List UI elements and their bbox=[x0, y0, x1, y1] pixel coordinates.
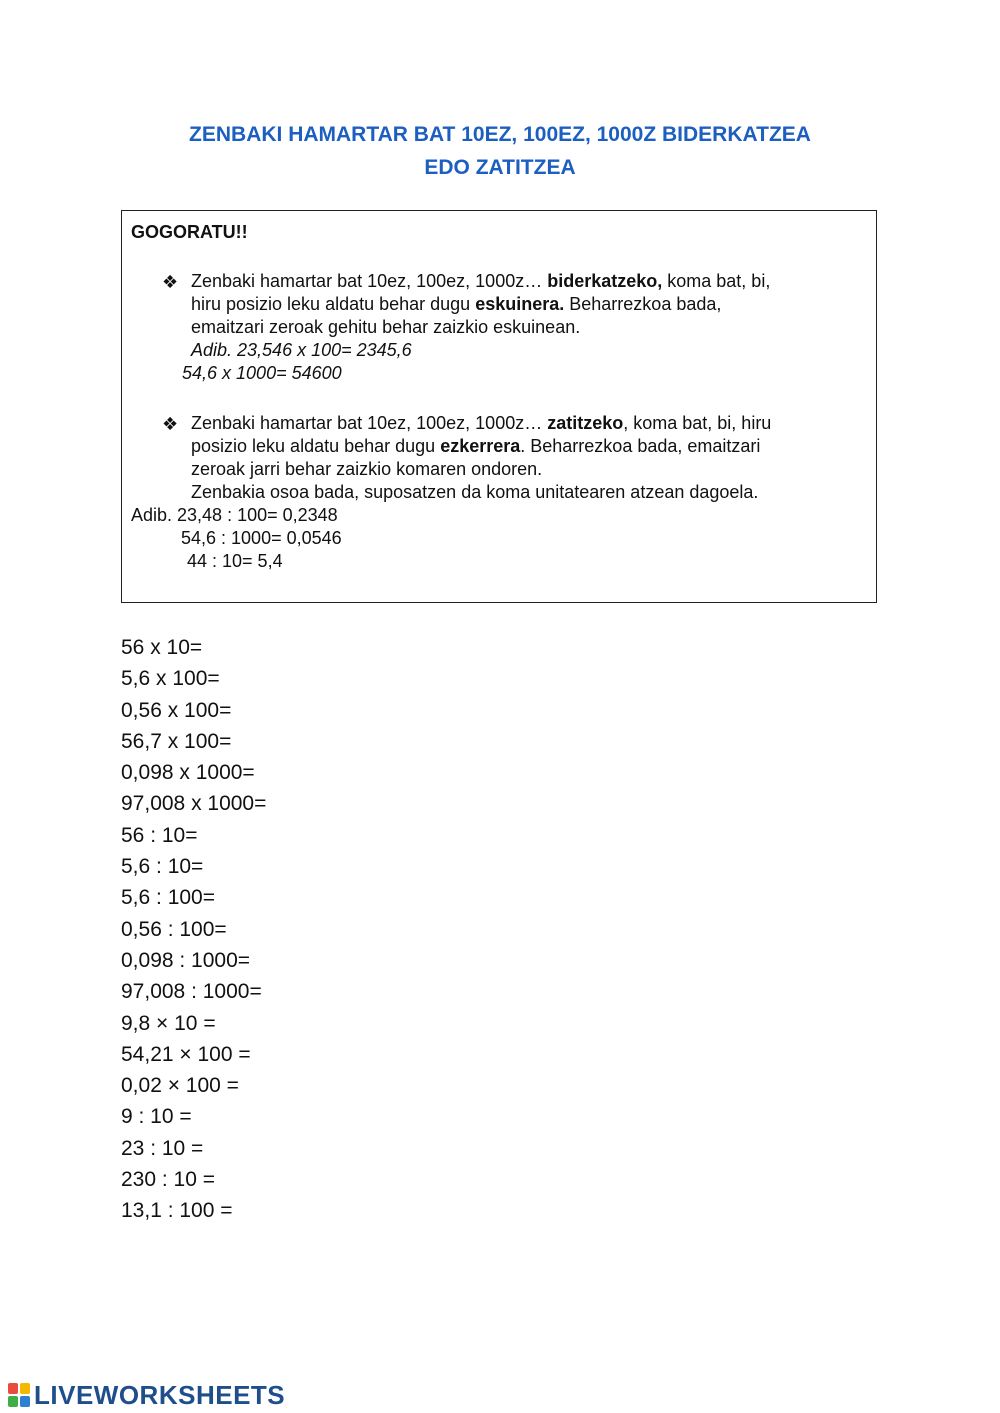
divide-example-1: Adib. 23,48 : 100= 0,2348 bbox=[131, 505, 338, 525]
exercise-list bbox=[121, 632, 521, 1227]
multiply-example-1: Adib. 23,546 x 100= 2345,6 bbox=[191, 340, 412, 360]
exercise-item: 56,7 x 100= bbox=[121, 729, 232, 753]
divide-rule-line-2: posizio leku aldatu behar dugu ezkerrera. Beharrezkoa bada, emaitzari bbox=[191, 436, 761, 456]
liveworksheets-logo bbox=[8, 1378, 285, 1412]
exercise-item: 5,6 : 100= bbox=[121, 886, 215, 910]
exercise-item: 0,56 x 100= bbox=[121, 698, 232, 722]
bullet-icon: ❖ bbox=[162, 272, 179, 292]
exercise-item: 23 : 10 = bbox=[121, 1136, 204, 1160]
divide-example-2: 54,6 : 1000= 0,0546 bbox=[181, 528, 342, 548]
exercise-item: 9 : 10 = bbox=[121, 1105, 192, 1129]
liveworksheets-logo-icon bbox=[8, 1382, 32, 1408]
divide-example-3: 44 : 10= 5,4 bbox=[187, 551, 283, 571]
title-line-1: ZENBAKI HAMARTAR BAT 10EZ, 100EZ, 1000Z BIDERKATZEA bbox=[189, 123, 811, 146]
exercise-item: 0,098 : 1000= bbox=[121, 948, 251, 972]
divide-rule-line-4: Zenbakia osoa bada, suposatzen da koma unitatearen atzean dagoela. bbox=[191, 482, 759, 502]
exercise-item: 0,098 x 1000= bbox=[121, 761, 255, 785]
multiply-example-2: 54,6 x 1000= 54600 bbox=[182, 363, 342, 383]
multiply-rule-line-3: emaitzari zeroak gehitu behar zaizkio eskuinean. bbox=[191, 317, 581, 337]
exercise-item: 5,6 x 100= bbox=[121, 667, 220, 691]
reminder-heading: GOGORATU!! bbox=[131, 222, 248, 242]
exercise-item: 9,8 × 10 = bbox=[121, 1011, 216, 1035]
reminder-box bbox=[121, 210, 877, 603]
multiply-rule-line-1: Zenbaki hamartar bat 10ez, 100ez, 1000z… biderkatzeko, koma bat, bi, bbox=[191, 271, 771, 291]
exercise-item: 5,6 : 10= bbox=[121, 855, 204, 879]
title-line-2: EDO ZATITZEA bbox=[424, 156, 576, 179]
exercise-item: 0,56 : 100= bbox=[121, 917, 227, 941]
brand-name: LIVEWORKSHEETS bbox=[34, 1379, 286, 1410]
exercise-item: 13,1 : 100 = bbox=[121, 1199, 233, 1223]
divide-rule-line-1: Zenbaki hamartar bat 10ez, 100ez, 1000z… zatitzeko, koma bat, bi, hiru bbox=[191, 413, 772, 433]
exercise-item: 56 x 10= bbox=[121, 636, 203, 659]
exercise-item: 230 : 10 = bbox=[121, 1168, 215, 1192]
exercise-item: 97,008 : 1000= bbox=[121, 980, 262, 1004]
multiply-rule-line-2: hiru posizio leku aldatu behar dugu eskuinera. Beharrezkoa bada, bbox=[191, 294, 722, 314]
exercise-item: 54,21 × 100 = bbox=[121, 1042, 251, 1066]
divide-rule-line-3: zeroak jarri behar zaizkio komaren ondoren. bbox=[191, 459, 543, 479]
exercise-item: 56 : 10= bbox=[121, 823, 198, 847]
bullet-icon: ❖ bbox=[162, 414, 179, 434]
worksheet-title bbox=[0, 118, 1000, 184]
exercise-item: 97,008 x 1000= bbox=[121, 792, 267, 816]
exercise-item: 0,02 × 100 = bbox=[121, 1074, 239, 1098]
